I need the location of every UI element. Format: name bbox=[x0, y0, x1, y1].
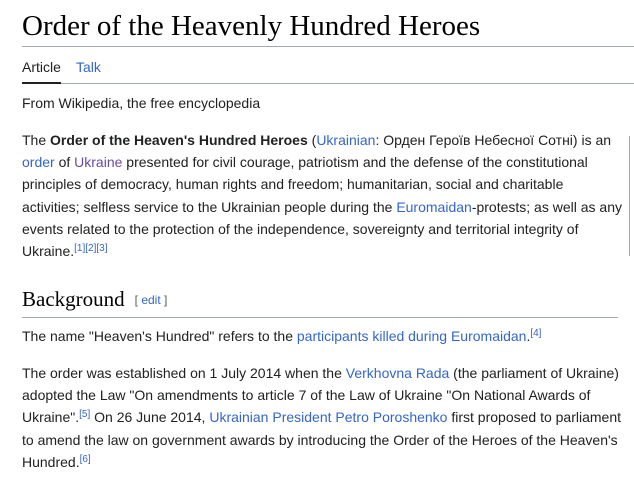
tab-article[interactable]: Article bbox=[22, 59, 61, 84]
link-order[interactable]: order bbox=[22, 154, 55, 171]
link-president-poroshenko[interactable]: Ukrainian President Petro Poroshenko bbox=[209, 409, 448, 426]
paragraph-text: (the parliament of Ukraine) adopted the Law "On amendments to article 7 of the Law of Ukraine "On National Awards of Ukraine". bbox=[22, 365, 619, 426]
intro-text: -protests; as well as any events related to the protection of the independence, sovereignty and territorial integrity of Ukraine. bbox=[22, 198, 622, 260]
background-paragraph-2 bbox=[22, 362, 622, 473]
page-title: Order of the Heavenly Hundred Heroes bbox=[22, 0, 634, 47]
citation-link-3[interactable]: [3] bbox=[96, 243, 108, 255]
background-paragraph-1 bbox=[22, 325, 622, 347]
link-participants-killed[interactable]: participants killed during Euromaidan bbox=[296, 328, 527, 344]
intro-text: : Орден Героїв Небесної Сотні) is an bbox=[375, 132, 612, 148]
link-ukrainian-language[interactable]: Ukrainian bbox=[316, 132, 376, 148]
article-page bbox=[22, 0, 634, 470]
citation-link-5[interactable]: [5] bbox=[79, 409, 91, 421]
intro-section bbox=[22, 129, 622, 262]
tab-talk[interactable]: Talk bbox=[76, 59, 101, 75]
intro-text: ( bbox=[307, 132, 317, 148]
citation-refs bbox=[80, 454, 91, 465]
edit-bracket-close: ] bbox=[160, 293, 168, 307]
citation-link-1[interactable]: [1] bbox=[74, 243, 86, 255]
site-tagline: From Wikipedia, the free encyclopedia bbox=[22, 95, 261, 111]
intro-text: presented for civil courage, patriotism and the defense of the constitutional principles of democracy, human rights and freedom; humanitarian, social and charitable activities; selfless service to the Ukrainian people during the bbox=[22, 154, 588, 215]
edit-bracket-open: [ bbox=[134, 293, 142, 307]
citation-link-4[interactable]: [4] bbox=[530, 328, 542, 339]
link-verkhovna-rada[interactable]: Verkhovna Rada bbox=[345, 365, 450, 381]
citation-refs bbox=[79, 409, 90, 420]
link-ukraine[interactable]: Ukraine bbox=[74, 154, 123, 171]
paragraph-text: The order was established on 1 July 2014 when the bbox=[22, 365, 346, 381]
citation-refs bbox=[74, 243, 107, 254]
link-euromaidan[interactable]: Euromaidan bbox=[396, 198, 472, 215]
edit-section bbox=[135, 293, 168, 307]
subject-bold: Order of the Heaven's Hundred Heroes bbox=[50, 132, 308, 148]
citation-link-2[interactable]: [2] bbox=[85, 243, 97, 255]
intro-paragraph bbox=[22, 129, 622, 262]
paragraph-text: On 26 June 2014, bbox=[90, 409, 210, 426]
paragraph-text: first proposed to parliament to amend the law on government awards by introducing the Order of the Heroes of the Heaven's Hundred. bbox=[22, 409, 621, 470]
citation-refs bbox=[530, 328, 541, 339]
infobox-edge-divider bbox=[629, 136, 630, 256]
citation-link-6[interactable]: [6] bbox=[79, 453, 91, 465]
section-heading-background bbox=[22, 285, 618, 318]
edit-section-link[interactable]: edit bbox=[141, 293, 161, 307]
paragraph-text: The name "Heaven's Hundred" refers to the bbox=[22, 328, 297, 344]
intro-text: of bbox=[54, 154, 75, 171]
section-heading-text: Background bbox=[22, 287, 125, 311]
intro-text: The bbox=[22, 132, 51, 148]
paragraph-text: . bbox=[526, 328, 531, 344]
namespace-tabs bbox=[22, 47, 634, 84]
